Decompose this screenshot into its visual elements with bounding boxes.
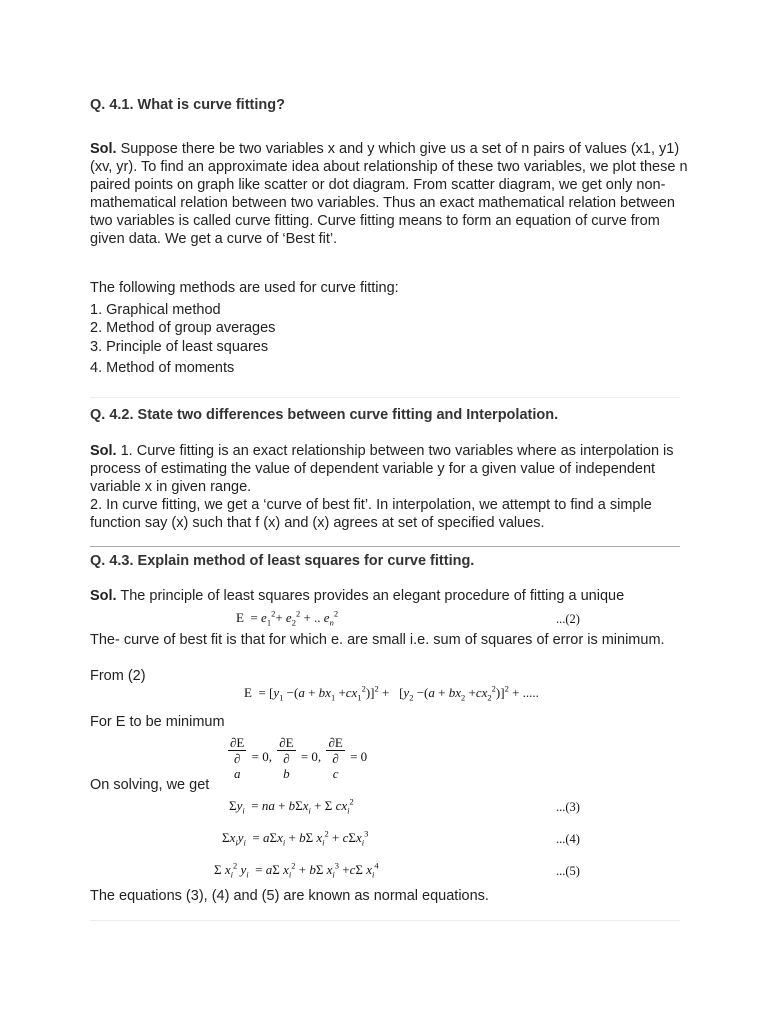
answer-4-3-intro <box>90 587 690 605</box>
sol-label: Sol. <box>90 588 117 604</box>
answer-4-2-point-2: 2. In curve fitting, we get a ‘curve of best fit’. In interpolation, we attempt to find a simple function say (x) such that f (x) and (x) agrees at set of specified values. <box>90 497 652 531</box>
divider <box>90 546 680 547</box>
answer-4-1-paragraph <box>90 140 690 248</box>
solving-text: On solving, we get <box>90 777 210 793</box>
answer-4-1-text: Suppose there be two variables x and y which give us a set of n pairs of values (x1, y1) (xv, yr). To find an approximate idea about relationship of these two variables, we plot these n paired points on graph like scatter or dot diagram. From scatter diagram, we get only non-mathematical relation between two variables. Thus an exact mathematical relation between two variables is called curve fitting. Curve fitting means to form an equation of curve from given data. We get a curve of ‘Best fit’. <box>90 141 688 247</box>
minimum-text: For E to be minimum <box>90 714 225 730</box>
equation-number: ...(2) <box>556 612 580 626</box>
method-item: 2. Method of group averages <box>90 320 276 336</box>
methods-intro: The following methods are used for curve fitting: <box>90 280 399 296</box>
equation-number: ...(4) <box>556 832 580 846</box>
divider <box>90 397 680 398</box>
partial-derivative-conditions: ∂E ∂ a = 0, ∂E ∂ b = 0, ∂E ∂ c = 0 <box>230 735 368 781</box>
method-item: 3. Principle of least squares <box>90 339 269 355</box>
normal-equation-4: $\Sigma x_iy_i = a\Sigma x_i + b\Sigma$ $x_i^2 + c\Sigma x_i^3$ <box>222 828 369 848</box>
question-4-3-title: Q. 4.3. Explain method of least squares for curve fitting. <box>90 553 475 569</box>
answer-4-2-point-1 <box>90 442 690 496</box>
equation-number: ...(3) <box>556 800 580 814</box>
from-text: From (2) <box>90 668 146 684</box>
question-4-1-title: Q. 4.1. What is curve fitting? <box>90 97 285 113</box>
answer-4-3-intro-text: The principle of least squares provides an elegant procedure of fitting a unique <box>116 588 625 604</box>
best-fit-text: The- curve of best fit is that for which e. are small i.e. sum of squares of error is minimum. <box>90 632 665 648</box>
normal-equation-3: $\Sigma y_i$ = na + bΣx$_i$ + Σ $cx_i^2$ <box>229 796 354 816</box>
equation-number: ...(5) <box>556 864 580 878</box>
normal-equations-conclusion: The equations (3), (4) and (5) are known as normal equations. <box>90 888 489 904</box>
answer-4-2-point-1-text: 1. Curve fitting is an exact relationship between two variables where as interpolation is process of estimating the value of dependent variable y for a given value of independent variable x in given range. <box>90 443 674 495</box>
question-4-2-title: Q. 4.2. State two differences between curve fitting and Interpolation. <box>90 407 559 423</box>
normal-equation-5: Σ $x_i^2$ $y_i = a\Sigma$ $x_i^2 + b\Sigma$ $x_i^3 +c\Sigma$ $x_i^4$ <box>214 860 379 880</box>
sol-label: Sol. <box>90 443 117 459</box>
sol-label: Sol. <box>90 141 117 157</box>
divider <box>90 920 680 921</box>
method-item: 4. Method of moments <box>90 360 235 376</box>
method-item: 1. Graphical method <box>90 302 221 318</box>
error-sum-equation: $E = [y_1 -(a + bx_1 +cx_1^2)]^2 + [y_2 -(a + bx_2 +cx_2^2)]^2$ + ..... <box>244 683 539 703</box>
equation-2: $E = e_1^2+ e_2^2$ + .. $e_n^2$ <box>236 608 339 628</box>
